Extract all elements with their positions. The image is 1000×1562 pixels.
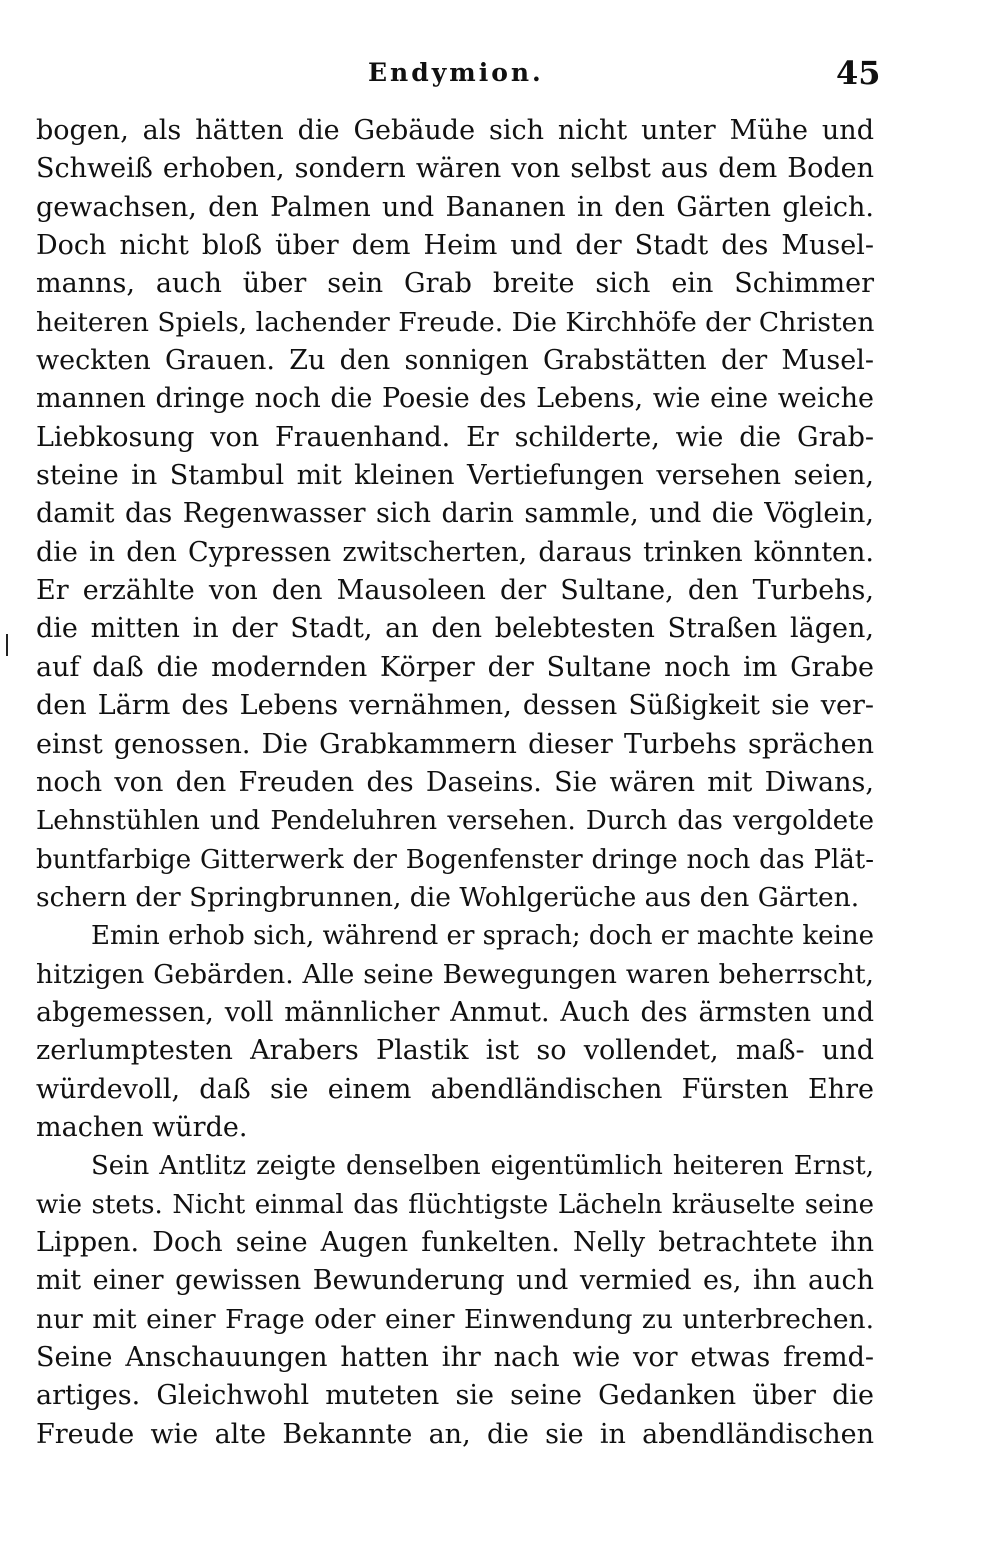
text-line: manns, auch über sein Grab breite sich ein Schimmer (36, 268, 874, 300)
text-line: Sein Antlitz zeigte denselben eigentümlich heiteren Ernst, (91, 1151, 874, 1182)
text-line: damit das Regenwasser sich darin sammle, und die Vöglein, (36, 498, 874, 530)
text-line: mit einer gewissen Bewunderung und vermied es, ihn auch (36, 1265, 874, 1297)
running-head: Endymion. (368, 58, 544, 87)
text-line: nur mit einer Frage oder einer Einwendung zu unterbrechen. (36, 1303, 874, 1335)
margin-mark (6, 634, 8, 656)
text-line: würdevoll, daß sie einem abendländischen Fürsten Ehre (36, 1073, 874, 1105)
text-line: heiteren Spiels, lachender Freude. Die Kirchhöfe der Christen (36, 306, 875, 338)
text-line: wie stets. Nicht einmal das flüchtigste Lächeln kräuselte seine (36, 1189, 874, 1220)
body-text (36, 112, 874, 1454)
text-line: Seine Anschauungen hatten ihr nach wie vor etwas fremd- (36, 1342, 874, 1373)
text-line: Lehnstühlen und Pendeluhren versehen. Durch das vergoldete (36, 806, 874, 837)
text-line: Lippen. Doch seine Augen funkelten. Nelly betrachtete ihn (36, 1226, 874, 1258)
text-line: Liebkosung von Frauenhand. Er schilderte, wie die Grab- (36, 421, 874, 453)
text-line: einst genossen. Die Grabkammern dieser Turbehs sprächen (36, 728, 874, 760)
text-line: die mitten in der Stadt, an den belebtesten Straßen lägen, (36, 613, 874, 645)
text-line: artiges. Gleichwohl muteten sie seine Gedanken über die (36, 1380, 874, 1412)
text-line: Doch nicht bloß über dem Heim und der Stadt des Musel- (36, 230, 874, 262)
text-line: weckten Grauen. Zu den sonnigen Grabstätten der Musel- (36, 345, 874, 377)
text-line: auf daß die modernden Körper der Sultane noch im Grabe (36, 651, 874, 683)
text-line: bogen, als hätten die Gebäude sich nicht unter Mühe und (36, 115, 874, 146)
text-line: buntfarbige Gitterwerk der Bogenfenster dringe noch das Plät- (36, 844, 874, 875)
text-line: abgemessen, voll männlicher Anmut. Auch des ärmsten und (36, 996, 874, 1028)
text-line: die in den Cypressen zwitscherten, daraus trinken könnten. (36, 536, 874, 568)
text-line: machen würde. (36, 1111, 248, 1143)
text-line: mannen dringe noch die Poesie des Lebens, wie eine weiche (36, 383, 874, 415)
text-line: zerlumptesten Arabers Plastik ist so vollendet, maß- und (36, 1035, 874, 1067)
text-line: Freude wie alte Bekannte an, die sie in abendländischen (36, 1418, 874, 1450)
page-number: 45 (836, 54, 881, 92)
text-line: den Lärm des Lebens vernähmen, dessen Süßigkeit sie ver- (36, 690, 874, 722)
text-line: Emin erhob sich, während er sprach; doch er machte keine (91, 921, 874, 952)
text-line: gewachsen, den Palmen und Bananen in den Gärten gleich. (36, 191, 874, 223)
text-line: Schweiß erhoben, sondern wären von selbst aus dem Boden (36, 153, 874, 185)
text-line: steine in Stambul mit kleinen Vertiefungen versehen seien, (36, 460, 874, 492)
text-line: hitzigen Gebärden. Alle seine Bewegungen waren beherrscht, (36, 958, 874, 990)
text-line: Er erzählte von den Mausoleen der Sultane, den Turbehs, (36, 575, 874, 607)
text-line: noch von den Freuden des Daseins. Sie wären mit Diwans, (36, 766, 874, 798)
text-line: schern der Springbrunnen, die Wohlgerüche aus den Gärten. (36, 881, 860, 913)
